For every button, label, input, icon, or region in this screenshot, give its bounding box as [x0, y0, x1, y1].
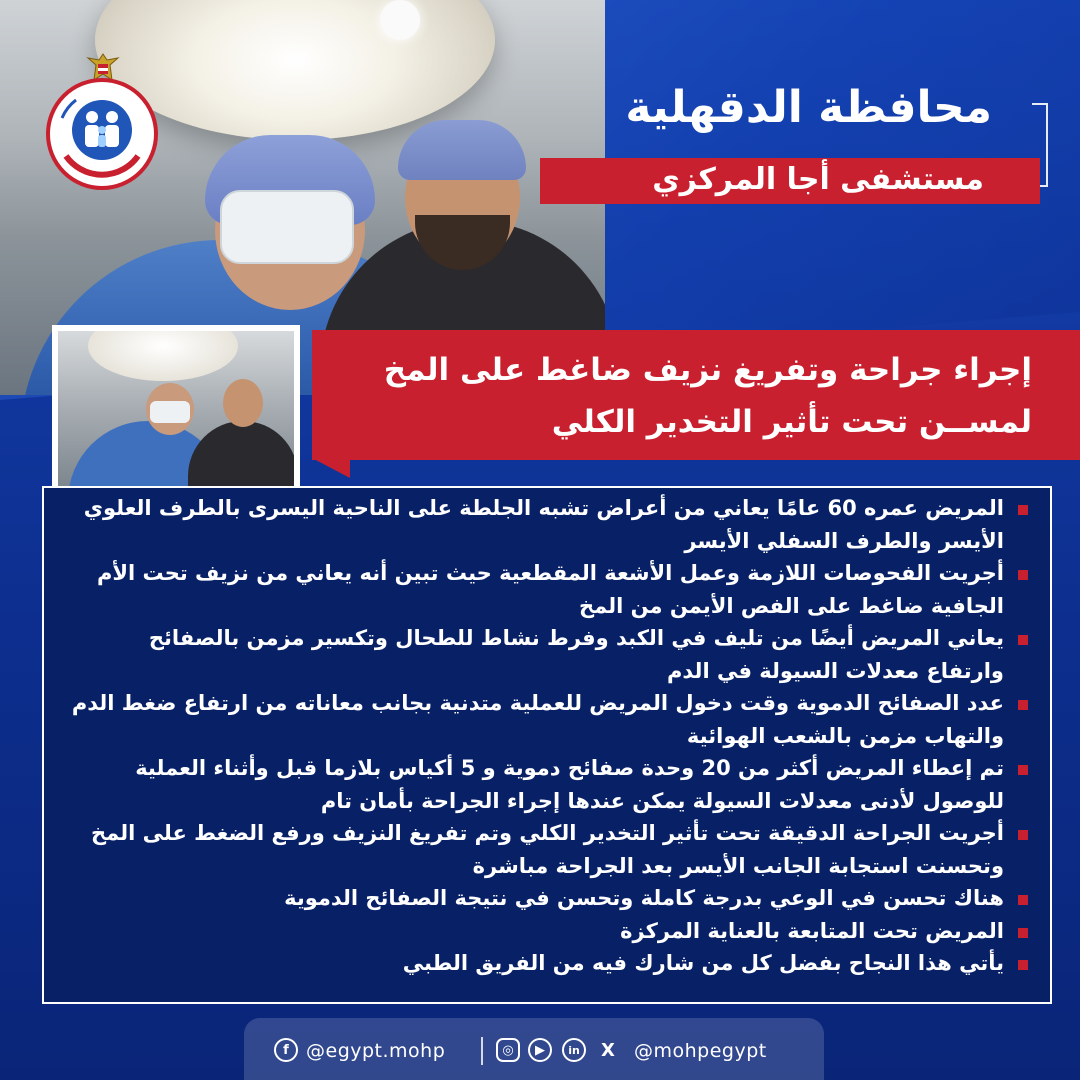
bullet-square-icon — [1018, 570, 1028, 580]
logo-seal — [46, 78, 158, 190]
bullet-square-icon — [1018, 928, 1028, 938]
bullet-square-icon — [1018, 505, 1028, 515]
list-item: يعاني المريض أيضًا من تليف في الكبد وفرط نشاط للطحال وتكسير مزمن بالصفائح وارتفاع معدلات السيولة في الدم — [68, 622, 1028, 687]
bullet-square-icon — [1018, 765, 1028, 775]
list-item: أجريت الجراحة الدقيقة تحت تأثير التخدير الكلي وتم تفريغ النزيف ورفع الضغط على المخ وتحسنت استجابة الجانب الأيسر بعد الجراحة مباشرة — [68, 817, 1028, 882]
list-item: المريض تحت المتابعة بالعناية المركزة — [68, 915, 1028, 948]
hospital-name: مستشفى أجا المركزي — [652, 162, 984, 197]
inset-photo — [58, 331, 294, 489]
headline-banner-tail — [312, 458, 350, 478]
bullet-square-icon — [1018, 895, 1028, 905]
social-divider — [481, 1037, 483, 1065]
list-item: المريض عمره 60 عامًا يعاني من أعراض تشبه الجلطة على الناحية اليسرى بالطرف العلوي الأيسر والطرف السفلي الأيسر — [68, 492, 1028, 557]
linkedin-icon[interactable]: in — [562, 1038, 586, 1062]
logo-ring-text — [46, 78, 158, 190]
mohp-handle[interactable]: @mohpegypt — [634, 1040, 767, 1062]
list-item: يأتي هذا النجاح بفضل كل من شارك فيه من الفريق الطبي — [68, 947, 1028, 980]
headline: إجراء جراحة وتفريغ نزيف ضاغط على المخ لمســن تحت تأثير التخدير الكلي — [383, 352, 1032, 440]
bullet-square-icon — [1018, 830, 1028, 840]
governorate-title: محافظة الدقهلية — [625, 82, 992, 133]
list-item: هناك تحسن في الوعي بدرجة كاملة وتحسن في نتيجة الصفائح الدموية — [68, 882, 1028, 915]
instagram-icon[interactable]: ◎ — [496, 1038, 520, 1062]
x-icon[interactable]: X — [601, 1039, 615, 1061]
ministry-of-health-logo — [44, 52, 162, 192]
bullet-square-icon — [1018, 960, 1028, 970]
list-item: تم إعطاء المريض أكثر من 20 وحدة صفائح دموية و 5 أكياس بلازما قبل وأثناء العملية للوصول لأدنى معدلات السيولة يمكن عندها إجراء الجراحة بأمان تام — [68, 752, 1028, 817]
bullet-square-icon — [1018, 635, 1028, 645]
facebook-handle[interactable]: @egypt.mohp — [306, 1040, 446, 1062]
list-item: عدد الصفائح الدموية وقت دخول المريض للعملية متدنية بجانب معاناته من ارتفاع ضغط الدم والتهاب مزمن بالشعب الهوائية — [68, 687, 1028, 752]
youtube-icon[interactable]: ▶ — [528, 1038, 552, 1062]
inset-photo-frame — [52, 325, 300, 495]
list-item: أجريت الفحوصات اللازمة وعمل الأشعة المقطعية حيث تبين أنه يعاني من نزيف تحت الأم الجافية ضاغط على الفص الأيمن من المخ — [68, 557, 1028, 622]
details-list — [68, 492, 1028, 980]
bullet-square-icon — [1018, 700, 1028, 710]
facebook-icon[interactable]: f — [274, 1038, 298, 1062]
